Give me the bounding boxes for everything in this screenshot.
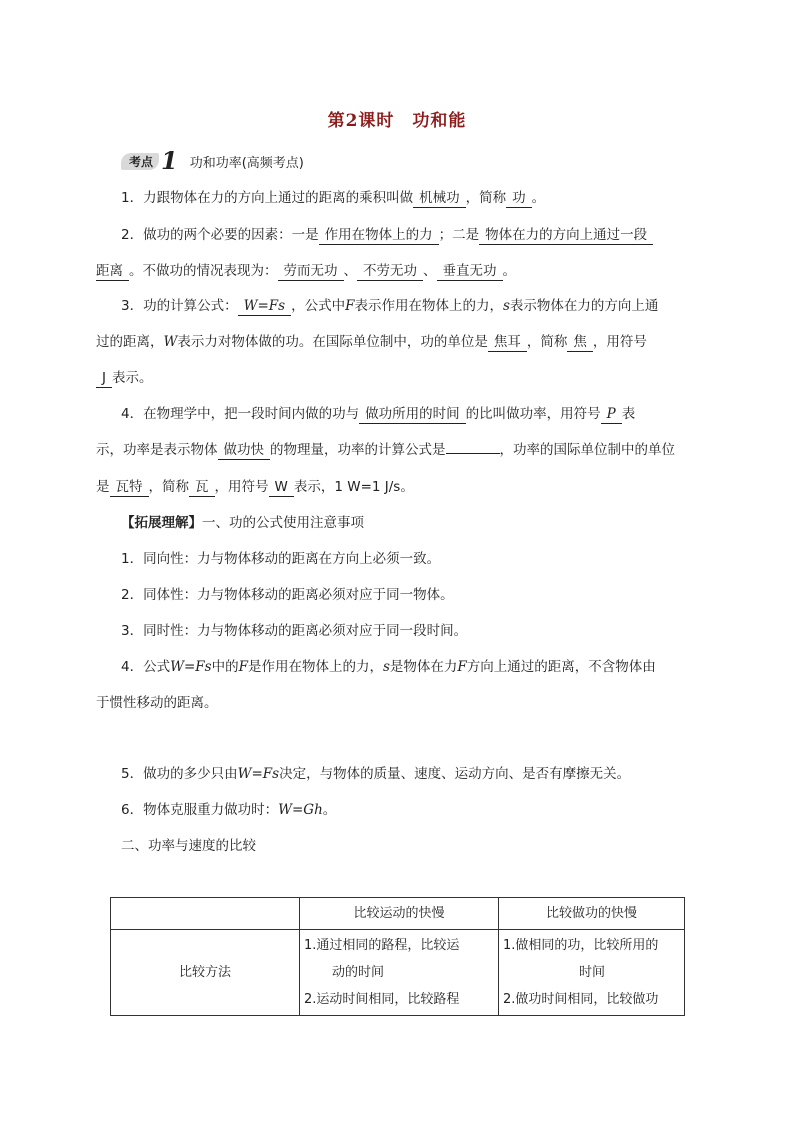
item-2-line-2: 距离 。不做功的情况表现为： 劳而无功 、 不劳无功 、 垂直无功 。 bbox=[96, 263, 516, 279]
table-cell: 1.做相同的功，比较所用的 时间 2.做功时间相同，比较做功 bbox=[499, 930, 685, 1016]
item-4-line-2: 示，功率是表示物体 做功快 的物理量，功率的计算公式是 ，功率的国际单位制中的单位 bbox=[96, 442, 675, 458]
page-title: 第2课时 功和能 bbox=[327, 111, 467, 131]
blank-answer: 不劳无功 bbox=[357, 263, 423, 281]
kaodian-text: 功和功率(高频考点) bbox=[189, 155, 304, 171]
comparison-table bbox=[110, 897, 685, 1016]
blank-answer: P bbox=[601, 406, 622, 424]
blank-answer: 瓦 bbox=[189, 479, 215, 497]
blank-answer: 距离 bbox=[96, 263, 129, 281]
note-1: 1．同向性：力与物体移动的距离在方向上必须一致。 bbox=[121, 551, 441, 567]
table-header-cell: 比较做功的快慢 bbox=[499, 898, 685, 930]
table-header-cell bbox=[111, 898, 300, 930]
blank-answer: 做功快 bbox=[218, 442, 271, 460]
blank-answer: 功 bbox=[506, 190, 532, 208]
blank-answer: W bbox=[269, 479, 294, 497]
tuozhan-heading: 【拓展理解】一、功的公式使用注意事项 bbox=[121, 515, 364, 531]
blank-answer: 物体在力的方向上通过一段 bbox=[479, 227, 653, 245]
kaodian-header bbox=[121, 146, 304, 175]
blank-answer: 焦 bbox=[567, 334, 593, 352]
blank-answer: 垂直无功 bbox=[437, 263, 503, 281]
note-3: 3．同时性：力与物体移动的距离必须对应于同一段时间。 bbox=[121, 623, 468, 639]
blank-answer: 焦耳 bbox=[488, 334, 527, 352]
item-3-line-2: 过的距离，W表示力对物体做的功。在国际单位制中，功的单位是 焦耳 ，简称 焦 ，用符号 bbox=[96, 334, 647, 350]
table-row bbox=[111, 898, 685, 930]
blank-answer: W=Fs bbox=[238, 298, 291, 316]
item-3-line-1: 3．功的计算公式： W=Fs ，公式中F表示作用在物体上的力，s表示物体在力的方向上通 bbox=[121, 298, 659, 314]
table-cell: 比较方法 bbox=[111, 930, 300, 1016]
note-6: 6．物体克服重力做功时：W=Gh。 bbox=[121, 802, 337, 818]
item-2-line-1: 2．做功的两个必要的因素：一是 作用在物体上的力 ；二是 物体在力的方向上通过一段 bbox=[121, 225, 731, 245]
kaodian-badge: 考点 bbox=[121, 153, 159, 170]
blank-answer: 作用在物体上的力 bbox=[319, 227, 439, 245]
blank-answer: 机械功 bbox=[413, 190, 466, 208]
section-2-heading: 二、功率与速度的比较 bbox=[121, 838, 256, 854]
table-cell: 1.通过相同的路程，比较运 动的时间 2.运动时间相同，比较路程 bbox=[300, 930, 499, 1016]
item-1: 1．力跟物体在力的方向上通过的距离的乘积叫做 机械功 ，简称 功 。 bbox=[121, 190, 546, 206]
note-5: 5．做功的多少只由W=Fs决定，与物体的质量、速度、运动方向、是否有摩擦无关。 bbox=[121, 766, 631, 782]
table-row bbox=[111, 930, 685, 1016]
blank-empty bbox=[446, 453, 500, 454]
blank-answer: 劳而无功 bbox=[278, 263, 344, 281]
note-4-line-1: 4．公式W=Fs中的F是作用在物体上的力，s是物体在力F方向上通过的距离，不含物体由 bbox=[121, 659, 656, 675]
blank-answer: J bbox=[96, 370, 112, 388]
table-header-cell: 比较运动的快慢 bbox=[300, 898, 499, 930]
kaodian-number: 1 bbox=[161, 146, 178, 175]
item-4-line-3: 是 瓦特 ，简称 瓦 ，用符号 W 表示，1 W=1 J/s。 bbox=[96, 479, 414, 495]
note-4-line-2: 于惯性移动的距离。 bbox=[96, 695, 218, 711]
item-3-line-3: J 表示。 bbox=[96, 368, 706, 388]
note-2: 2．同体性：力与物体移动的距离必须对应于同一物体。 bbox=[121, 587, 454, 603]
item-4-line-1: 4．在物理学中，把一段时间内做的功与 做功所用的时间 的比叫做功率，用符号 P 表 bbox=[121, 406, 636, 422]
blank-answer: 瓦特 bbox=[110, 479, 149, 497]
blank-answer: 做功所用的时间 bbox=[359, 406, 466, 424]
